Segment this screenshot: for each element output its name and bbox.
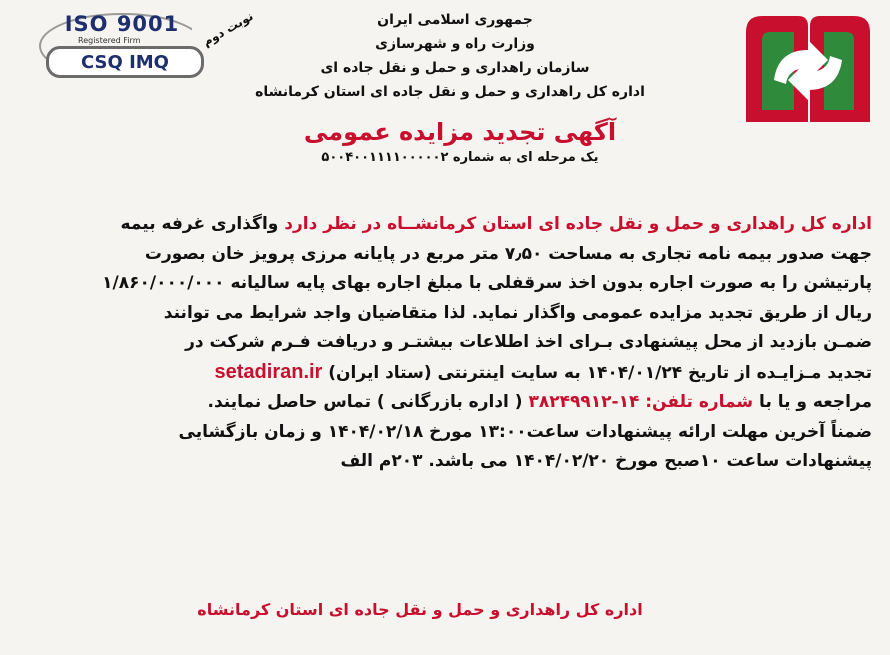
website-link[interactable]: setadiran.ir <box>214 360 323 383</box>
body-line-6-text: تجدید مـزایـده از تاریخ ۱۴۰۴/۰۱/۲۴ به سایت اینترنتی (ستاد ایران) <box>322 362 872 383</box>
iso-imq-badge <box>22 8 192 78</box>
notice-body <box>18 210 872 477</box>
iso-sub-label: Registered Firm <box>78 36 141 45</box>
body-line-7-text-b: ( اداره بازرگانی ) تماس حاصل نمایند. <box>207 392 529 412</box>
body-line-1 <box>18 210 872 240</box>
header-line-1: جمهوری اسلامی ایران <box>377 12 533 28</box>
body-line-7 <box>18 388 872 418</box>
body-line-1-rest: واگذاری غرفه بیمه <box>120 214 285 234</box>
body-line-5: ضمـن بازدید از محل پیشنهادی بـرای اخذ اطلاعات بیشتـر و دریافت فـرم شرکت در <box>185 332 872 352</box>
body-line-3: پارتیشن را به صورت اجاره بدون اخذ سرقفلی با مبلغ اجاره بهای پایه سالیانه ۱/۸۶۰/۰۰۰/۰۰۰ <box>102 273 872 293</box>
phone-number: شماره تلفن: ۱۴-۳۸۲۴۹۹۱۲ <box>528 392 754 412</box>
iso-label: ISO 9001 <box>64 12 180 36</box>
body-line-2: جهت صدور بیمه نامه تجاری به مساحت ۷٫۵۰ متر مربع در پایانه مرزی پرویز خان بصورت <box>144 243 872 264</box>
body-line-1-highlight: اداره کل راهداری و حمل و نقل جاده ای استان کرمانشــاه در نظر دارد <box>284 214 872 234</box>
footer-signature: اداره کل راهداری و حمل و نقل جاده ای استان کرمانشاه <box>197 600 643 619</box>
body-line-9: پیشنهادات ساعت ۱۰صبح مورخ ۱۴۰۴/۰۲/۲۰ می باشد. ۲۰۳م الف <box>340 451 872 471</box>
imq-label: CSQ IMQ <box>46 46 204 78</box>
tender-number: یک مرحله ای به شماره ۵۰۰۴۰۰۱۱۱۱۰۰۰۰۰۲ <box>321 150 599 165</box>
header-line-4: اداره کل راهداری و حمل و نقل جاده ای استان کرمانشاه <box>255 84 645 100</box>
body-line-7-text-a: مراجعه و یا با <box>753 392 872 412</box>
round-label: نوبت دوم <box>200 8 256 50</box>
road-organization-logo <box>738 10 878 128</box>
page-title: آگهی تجدید مزایده عمومی <box>303 118 617 146</box>
road-logo-icon <box>738 10 878 128</box>
header-line-2: وزارت راه و شهرسازی <box>375 36 535 52</box>
body-line-8: ضمناً آخرین مهلت ارائه پیشنهادات ساعت۱۳:۰۰ مورخ ۱۴۰۴/۰۲/۱۸ و زمان بازگشایی <box>178 421 872 442</box>
header-line-3: سازمان راهداری و حمل و نقل جاده ای <box>320 60 590 76</box>
header <box>255 8 645 104</box>
body-line-4: ریال از طریق تجدید مزایده عمومی واگذار نماید. لذا متقاضیان واجد شرایط می توانند <box>163 302 872 323</box>
body-line-6 <box>18 358 872 389</box>
